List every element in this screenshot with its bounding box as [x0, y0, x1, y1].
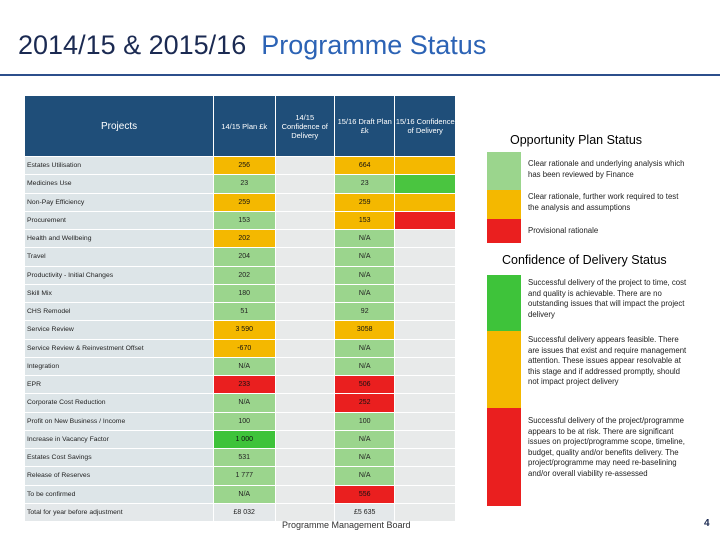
- project-name: Release of Reserves: [25, 467, 214, 485]
- header-plan-1516: 15/16 Draft Plan £k: [334, 96, 395, 157]
- confidence-swatch-red: [487, 408, 521, 506]
- plan-1415-value: 180: [213, 284, 275, 302]
- table-row: [25, 376, 456, 394]
- opportunity-desc-red: Provisional rationale: [528, 226, 599, 235]
- plan-1516-value: N/A: [334, 266, 395, 284]
- project-name: Skill Mix: [25, 284, 214, 302]
- project-name: Increase in Vacancy Factor: [25, 430, 214, 448]
- table-row: [25, 248, 456, 266]
- plan-1516-value: 259: [334, 193, 395, 211]
- plan-1415-value: 3 590: [213, 321, 275, 339]
- confidence-1415-cell: [275, 175, 334, 193]
- confidence-1415-cell: [275, 284, 334, 302]
- total-label: Total for year before adjustment: [25, 503, 214, 521]
- title-highlight: Programme Status: [261, 30, 487, 60]
- confidence-1415-cell: [275, 467, 334, 485]
- header-confidence-1516: 15/16 Confidence of Delivery: [395, 96, 456, 157]
- table-total-row: [25, 503, 456, 521]
- plan-1516-value: 506: [334, 376, 395, 394]
- confidence-1415-cell: [275, 211, 334, 229]
- table-row: [25, 485, 456, 503]
- opportunity-swatch-amber: [487, 190, 521, 219]
- plan-1415-value: 100: [213, 412, 275, 430]
- table-row: [25, 449, 456, 467]
- confidence-1516-cell: [395, 394, 456, 412]
- project-name: Procurement: [25, 211, 214, 229]
- plan-1516-value: N/A: [334, 467, 395, 485]
- plan-1415-value: 259: [213, 193, 275, 211]
- header-plan-1415: 14/15 Plan £k: [213, 96, 275, 157]
- confidence-1516-cell: [395, 339, 456, 357]
- plan-1516-value: N/A: [334, 449, 395, 467]
- confidence-1415-cell: [275, 321, 334, 339]
- confidence-1415-cell: [275, 412, 334, 430]
- confidence-1516-cell: [395, 467, 456, 485]
- plan-1415-value: 23: [213, 175, 275, 193]
- confidence-1415-cell: [275, 449, 334, 467]
- confidence-1415-cell: [275, 485, 334, 503]
- project-name: Estates Cost Savings: [25, 449, 214, 467]
- confidence-1516-cell: [395, 157, 456, 175]
- total-1415: £8 032: [213, 503, 275, 521]
- plan-1516-value: 92: [334, 303, 395, 321]
- confidence-1415-cell: [275, 430, 334, 448]
- confidence-1516-cell: [395, 284, 456, 302]
- plan-1415-value: 1 777: [213, 467, 275, 485]
- plan-1516-value: 3058: [334, 321, 395, 339]
- confidence-1415-cell: [275, 376, 334, 394]
- table-row: [25, 211, 456, 229]
- plan-1516-value: 252: [334, 394, 395, 412]
- confidence-1415-cell: [275, 266, 334, 284]
- opportunity-desc-green: Clear rationale and underlying analysis which has been reviewed by Finance: [528, 159, 685, 179]
- total-1516: £5 635: [334, 503, 395, 521]
- title-years: 2014/15 & 2015/16: [18, 30, 247, 60]
- table-row: [25, 412, 456, 430]
- total-conf-1415: [275, 503, 334, 521]
- confidence-1516-cell: [395, 193, 456, 211]
- plan-1516-value: 664: [334, 157, 395, 175]
- plan-1516-value: N/A: [334, 230, 395, 248]
- table-row: [25, 357, 456, 375]
- plan-1415-value: 233: [213, 376, 275, 394]
- plan-1516-value: N/A: [334, 248, 395, 266]
- plan-1415-value: N/A: [213, 357, 275, 375]
- plan-1516-value: N/A: [334, 339, 395, 357]
- plan-1415-value: -670: [213, 339, 275, 357]
- confidence-1415-cell: [275, 230, 334, 248]
- project-name: Integration: [25, 357, 214, 375]
- confidence-1415-cell: [275, 248, 334, 266]
- plan-1415-value: 531: [213, 449, 275, 467]
- opportunity-desc-amber: Clear rationale, further work required to test the analysis and assumptions: [528, 192, 679, 212]
- plan-1516-value: 153: [334, 211, 395, 229]
- table-row: [25, 430, 456, 448]
- plan-1415-value: 51: [213, 303, 275, 321]
- confidence-1516-cell: [395, 303, 456, 321]
- table-row: [25, 321, 456, 339]
- plan-1415-value: 153: [213, 211, 275, 229]
- plan-1516-value: 556: [334, 485, 395, 503]
- confidence-1415-cell: [275, 193, 334, 211]
- confidence-1516-cell: [395, 485, 456, 503]
- project-name: Non-Pay Efficiency: [25, 193, 214, 211]
- project-name: Estates Utilisation: [25, 157, 214, 175]
- project-name: Medicines Use: [25, 175, 214, 193]
- confidence-1516-cell: [395, 248, 456, 266]
- opportunity-swatch-red: [487, 219, 521, 243]
- programme-status-table: [24, 95, 456, 522]
- table-row: [25, 175, 456, 193]
- confidence-desc-amber: Successful delivery appears feasible. There are issues that exist and require management attention. These issues appear resolvable at this stage and if addressed promptly, should not impact project delivery: [528, 335, 687, 387]
- confidence-desc-red: Successful delivery of the project/programme appears to be at risk. There are significant issues on project/programme scope, timeline, budget, quality and/or benefits delivery. The project/programme may need re-baselining and/or overall viability re-assessed: [528, 416, 685, 478]
- opportunity-swatch-green: [487, 152, 521, 190]
- table-row: [25, 284, 456, 302]
- confidence-1415-cell: [275, 394, 334, 412]
- table-row: [25, 467, 456, 485]
- confidence-1516-cell: [395, 175, 456, 193]
- confidence-1516-cell: [395, 321, 456, 339]
- plan-1415-value: 204: [213, 248, 275, 266]
- project-name: EPR: [25, 376, 214, 394]
- project-name: Service Review & Reinvestment Offset: [25, 339, 214, 357]
- confidence-1415-cell: [275, 357, 334, 375]
- table-row: [25, 303, 456, 321]
- plan-1516-value: N/A: [334, 357, 395, 375]
- page-title: [18, 30, 486, 61]
- project-name: Profit on New Business / Income: [25, 412, 214, 430]
- header-projects: Projects: [25, 96, 214, 157]
- plan-1516-value: N/A: [334, 430, 395, 448]
- confidence-heading: Confidence of Delivery Status: [502, 253, 667, 267]
- confidence-1516-cell: [395, 430, 456, 448]
- header-confidence-1415: 14/15 Confidence of Delivery: [275, 96, 334, 157]
- confidence-1516-cell: [395, 412, 456, 430]
- opportunity-heading: Opportunity Plan Status: [510, 133, 643, 147]
- plan-1516-value: 100: [334, 412, 395, 430]
- confidence-desc-green: Successful delivery of the project to time, cost and quality is achievable. There are no outstanding issues that will impact the project delivery: [528, 278, 687, 319]
- plan-1415-value: 202: [213, 266, 275, 284]
- table-row: [25, 266, 456, 284]
- project-name: Health and Wellbeing: [25, 230, 214, 248]
- table-row: [25, 339, 456, 357]
- table-header-row: [25, 96, 456, 157]
- table-row: [25, 230, 456, 248]
- plan-1415-value: 202: [213, 230, 275, 248]
- project-name: To be confirmed: [25, 485, 214, 503]
- project-name: Service Review: [25, 321, 214, 339]
- confidence-swatch-amber: [487, 331, 521, 408]
- table-row: [25, 157, 456, 175]
- confidence-swatch-green: [487, 275, 521, 331]
- plan-1415-value: N/A: [213, 394, 275, 412]
- project-name: Travel: [25, 248, 214, 266]
- confidence-1516-cell: [395, 376, 456, 394]
- confidence-1516-cell: [395, 266, 456, 284]
- plan-1516-value: 23: [334, 175, 395, 193]
- plan-1415-value: 1 000: [213, 430, 275, 448]
- project-name: Corporate Cost Reduction: [25, 394, 214, 412]
- plan-1415-value: 256: [213, 157, 275, 175]
- confidence-1516-cell: [395, 357, 456, 375]
- table-row: [25, 394, 456, 412]
- confidence-1415-cell: [275, 303, 334, 321]
- page-number: 4: [704, 518, 710, 529]
- plan-1516-value: N/A: [334, 284, 395, 302]
- total-conf-1516: [395, 503, 456, 521]
- confidence-1415-cell: [275, 157, 334, 175]
- confidence-1516-cell: [395, 230, 456, 248]
- confidence-1516-cell: [395, 211, 456, 229]
- project-name: Productivity - Initial Changes: [25, 266, 214, 284]
- confidence-1415-cell: [275, 339, 334, 357]
- table-row: [25, 193, 456, 211]
- project-name: CHS Remodel: [25, 303, 214, 321]
- confidence-1516-cell: [395, 449, 456, 467]
- footer-text: Programme Management Board: [282, 520, 411, 530]
- plan-1415-value: N/A: [213, 485, 275, 503]
- title-underline: [0, 74, 720, 76]
